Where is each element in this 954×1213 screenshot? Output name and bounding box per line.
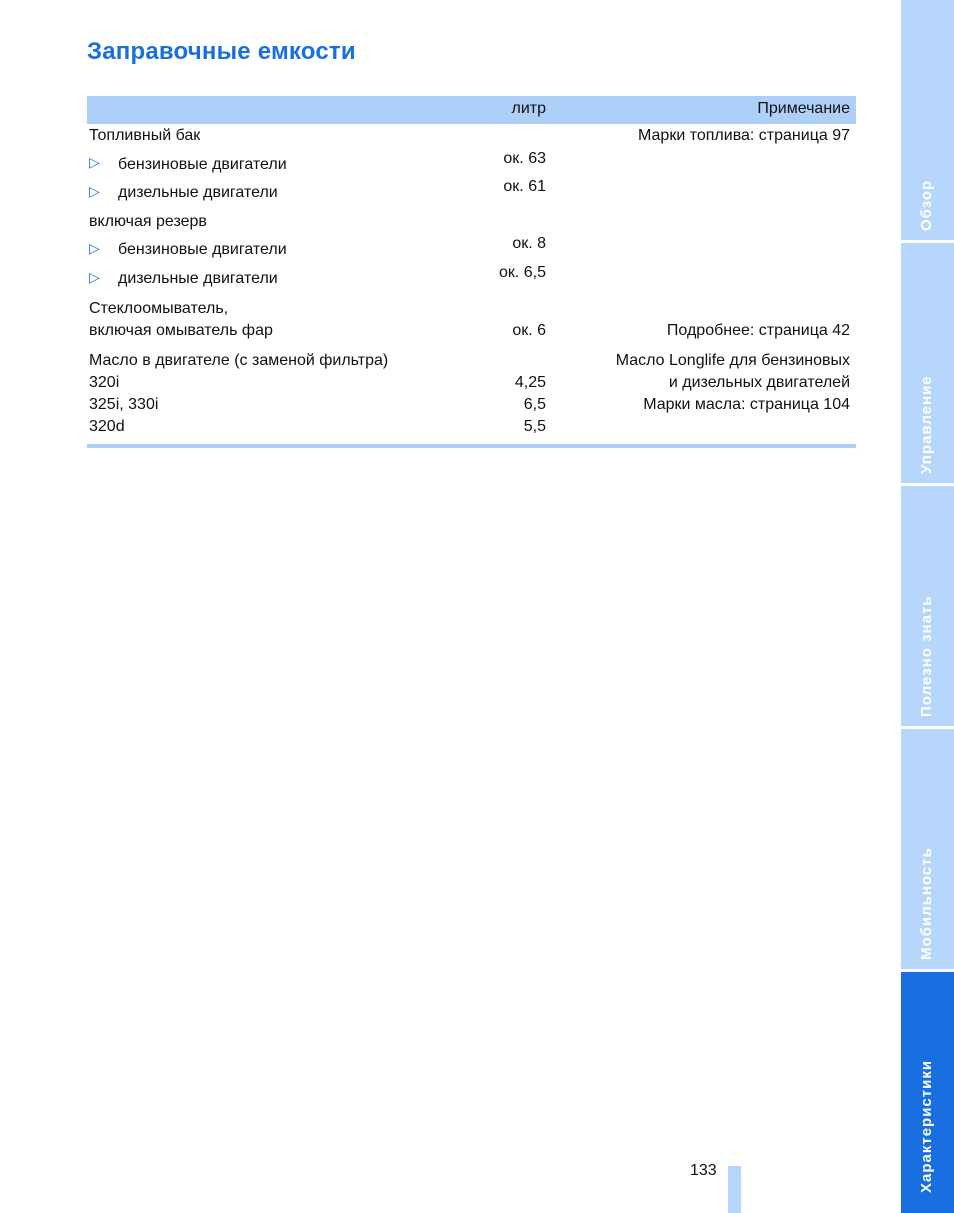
oil-note-line3: Марки масла: страница 104 xyxy=(643,396,850,413)
list-item-label: дизельные двигатели xyxy=(118,184,278,201)
fuel-tank-note: Марки топлива: страница 97 xyxy=(638,127,850,144)
tab-useful-info-label: Полезно знать xyxy=(918,595,935,717)
tab-specifications-label: Характеристики xyxy=(918,1059,935,1193)
page-title: Заправочные емкости xyxy=(87,38,356,65)
tab-useful-info[interactable] xyxy=(901,486,954,726)
capacities-table xyxy=(87,96,856,435)
oil-value: 4,25 xyxy=(514,374,546,391)
oil-model: 320d xyxy=(89,418,125,435)
table-header xyxy=(87,96,856,124)
list-item-value: ок. 8 xyxy=(512,235,546,252)
tab-controls[interactable] xyxy=(901,243,954,483)
table-bottom-rule xyxy=(87,444,856,448)
list-item-label: бензиновые двигатели xyxy=(118,241,287,258)
list-item-value: ок. 61 xyxy=(503,178,546,195)
washer-value: ок. 6 xyxy=(512,322,546,339)
oil-model: 325i, 330i xyxy=(89,396,159,413)
page-number: 133 xyxy=(690,1162,717,1179)
oil-label: Масло в двигателе (с заменой фильтра) xyxy=(89,352,389,369)
list-item-value: ок. 6,5 xyxy=(498,264,546,281)
fuel-tank-label: Топливный бак xyxy=(89,127,201,144)
header-liters: литр xyxy=(511,100,546,117)
bullet-triangle-icon: ▷ xyxy=(89,240,100,256)
list-item-label: бензиновые двигатели xyxy=(118,156,287,173)
washer-note: Подробнее: страница 42 xyxy=(666,322,850,339)
tab-overview[interactable] xyxy=(901,0,954,240)
page-marker xyxy=(728,1166,741,1213)
reserve-label: включая резерв xyxy=(89,213,207,230)
bullet-triangle-icon: ▷ xyxy=(89,269,100,285)
oil-note-line1: Масло Longlife для бензиновых xyxy=(615,352,850,369)
bullet-triangle-icon: ▷ xyxy=(89,183,100,199)
oil-value: 5,5 xyxy=(523,418,546,435)
chapter-sidebar xyxy=(901,0,954,1213)
tab-overview-label: Обзор xyxy=(918,179,935,231)
oil-value: 6,5 xyxy=(523,396,546,413)
washer-label-line1: Стеклоомыватель, xyxy=(89,300,229,317)
oil-model: 320i xyxy=(89,374,120,391)
tab-controls-label: Управление xyxy=(918,375,935,474)
bullet-triangle-icon: ▷ xyxy=(89,154,100,170)
oil-note-line2: и дизельных двигателей xyxy=(668,374,850,391)
list-item-value: ок. 63 xyxy=(503,150,546,167)
tab-specifications[interactable] xyxy=(901,972,954,1213)
tab-mobility[interactable] xyxy=(901,729,954,969)
list-item-label: дизельные двигатели xyxy=(118,270,278,287)
washer-label-line2: включая омыватель фар xyxy=(89,322,273,339)
tab-mobility-label: Мобильность xyxy=(918,847,935,960)
header-note: Примечание xyxy=(757,100,850,117)
